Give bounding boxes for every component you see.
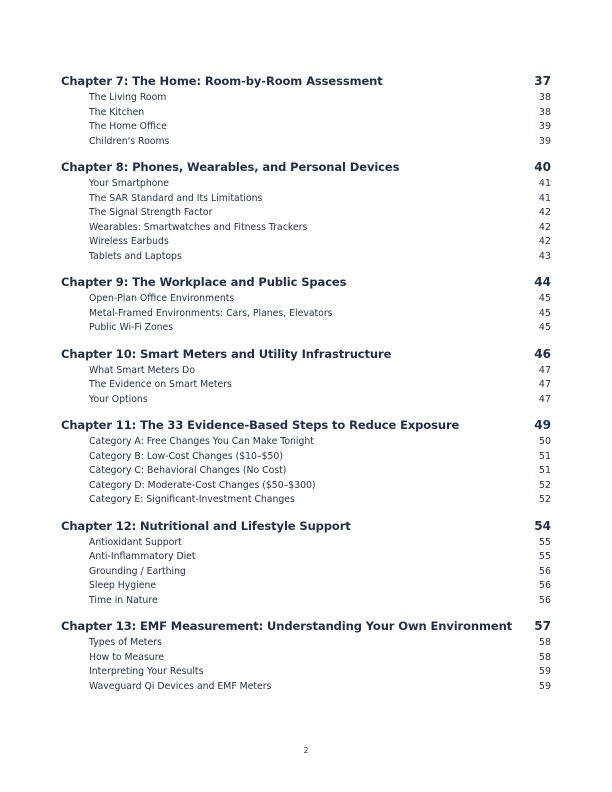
toc-section-entry[interactable] xyxy=(61,307,551,322)
chapter-heading[interactable] xyxy=(61,347,551,362)
toc-section-entry[interactable] xyxy=(61,235,551,250)
section-title: Grounding / Earthing xyxy=(89,565,186,577)
section-page-number: 41 xyxy=(538,192,551,204)
toc-section-entry[interactable] xyxy=(61,393,551,408)
section-title: The Evidence on Smart Meters xyxy=(89,379,232,390)
toc-section-entry[interactable] xyxy=(61,206,551,221)
section-page-number: 39 xyxy=(538,135,551,147)
section-page-number: 58 xyxy=(538,651,551,663)
section-title: The Kitchen xyxy=(89,106,145,118)
section-title: The Living Room xyxy=(89,92,167,103)
section-page-number: 39 xyxy=(538,121,551,132)
section-page-number: 51 xyxy=(538,465,551,476)
section-title: Antioxidant Support xyxy=(89,536,182,548)
section-title: Your Options xyxy=(89,393,148,405)
section-title: Interpreting Your Results xyxy=(89,666,204,677)
section-page-number: 42 xyxy=(538,207,551,218)
section-title: Category E: Significant-Investment Changes xyxy=(89,494,295,505)
toc-section-entry[interactable] xyxy=(61,91,551,106)
chapter-page-number: 37 xyxy=(534,74,551,88)
section-page-number: 56 xyxy=(538,594,551,606)
chapter-title: Chapter 7: The Home: Room-by-Room Assessment xyxy=(61,74,383,88)
chapter-heading[interactable] xyxy=(61,74,551,89)
toc-section-entry[interactable] xyxy=(61,221,551,236)
chapter-heading[interactable] xyxy=(61,275,551,290)
toc-section-entry[interactable] xyxy=(61,479,551,494)
section-page-number: 59 xyxy=(538,680,551,692)
section-title: Anti-Inflammatory Diet xyxy=(89,551,196,562)
chapter-page-number: 40 xyxy=(534,160,551,174)
toc-section-entry[interactable] xyxy=(61,106,551,121)
toc-section-entry[interactable] xyxy=(61,579,551,594)
section-title: The Home Office xyxy=(89,121,167,132)
section-title: The SAR Standard and Its Limitations xyxy=(89,192,263,204)
toc-chapter xyxy=(61,74,551,149)
section-title: Wearables: Smartwatches and Fitness Trackers xyxy=(89,221,308,233)
chapter-page-number: 49 xyxy=(534,418,551,432)
toc-section-entry[interactable] xyxy=(61,135,551,150)
chapter-title: Chapter 12: Nutritional and Lifestyle Support xyxy=(61,518,351,533)
section-title: Time in Nature xyxy=(89,594,158,606)
section-page-number: 52 xyxy=(538,479,551,491)
toc-section-entry[interactable] xyxy=(61,177,551,192)
section-title: Public Wi-Fi Zones xyxy=(89,322,174,333)
section-page-number: 42 xyxy=(538,236,551,247)
section-title: Category B: Low-Cost Changes ($10–$50) xyxy=(89,450,283,462)
section-page-number: 47 xyxy=(538,379,551,390)
section-title: Types of Meters xyxy=(89,637,162,648)
toc-chapter xyxy=(61,519,551,609)
chapter-page-number: 46 xyxy=(534,346,551,361)
section-title: What Smart Meters Do xyxy=(89,364,196,376)
chapter-title: Chapter 8: Phones, Wearables, and Personal Devices xyxy=(61,160,400,174)
page-number: 2 xyxy=(303,746,309,755)
toc-section-entry[interactable] xyxy=(61,493,551,508)
section-page-number: 55 xyxy=(538,551,551,562)
section-page-number: 43 xyxy=(538,250,551,262)
section-title: Waveguard Qi Devices and EMF Meters xyxy=(89,680,272,692)
section-page-number: 42 xyxy=(538,221,551,233)
chapter-title: Chapter 13: EMF Measurement: Understanding Your Own Environment xyxy=(61,619,513,633)
chapter-title: Chapter 10: Smart Meters and Utility Infrastructure xyxy=(61,346,392,361)
section-title: Tablets and Laptops xyxy=(89,250,182,262)
section-title: Category D: Moderate-Cost Changes ($50–$300) xyxy=(89,479,316,491)
chapter-title: Chapter 9: The Workplace and Public Spaces xyxy=(61,275,347,289)
toc-chapter xyxy=(61,347,551,408)
section-page-number: 59 xyxy=(538,666,551,677)
section-title: Open-Plan Office Environments xyxy=(89,293,235,304)
section-page-number: 58 xyxy=(538,637,551,648)
toc-section-entry[interactable] xyxy=(61,565,551,580)
section-page-number: 55 xyxy=(538,536,551,548)
section-page-number: 47 xyxy=(538,393,551,405)
section-title: Your Smartphone xyxy=(89,178,170,189)
section-page-number: 56 xyxy=(538,580,551,591)
toc-section-entry[interactable] xyxy=(61,321,551,336)
chapter-page-number: 57 xyxy=(534,619,551,633)
chapter-page-number: 54 xyxy=(534,518,551,533)
toc-section-entry[interactable] xyxy=(61,550,551,565)
toc-section-entry[interactable] xyxy=(61,435,551,450)
section-page-number: 51 xyxy=(538,450,551,462)
section-title: Sleep Hygiene xyxy=(89,580,157,591)
chapter-page-number: 44 xyxy=(534,275,551,289)
toc-chapter xyxy=(61,619,551,694)
section-title: Category A: Free Changes You Can Make Tonight xyxy=(89,436,314,447)
section-title: Wireless Earbuds xyxy=(89,236,169,247)
section-page-number: 38 xyxy=(538,92,551,103)
toc-section-entry[interactable] xyxy=(61,536,551,551)
section-title: The Signal Strength Factor xyxy=(89,207,213,218)
section-title: How to Measure xyxy=(89,651,165,663)
chapter-title: Chapter 11: The 33 Evidence-Based Steps to Reduce Exposure xyxy=(61,418,460,432)
section-page-number: 45 xyxy=(538,322,551,333)
toc-section-entry[interactable] xyxy=(61,120,551,135)
table-of-contents xyxy=(61,74,551,705)
section-page-number: 47 xyxy=(538,364,551,376)
chapter-heading[interactable] xyxy=(61,418,551,433)
toc-chapter xyxy=(61,418,551,508)
section-page-number: 52 xyxy=(538,494,551,505)
toc-section-entry[interactable] xyxy=(61,250,551,265)
toc-section-entry[interactable] xyxy=(61,364,551,379)
section-page-number: 45 xyxy=(538,293,551,304)
section-title: Metal-Framed Environments: Cars, Planes, Elevators xyxy=(89,307,333,319)
toc-section-entry[interactable] xyxy=(61,378,551,393)
section-page-number: 50 xyxy=(538,436,551,447)
toc-section-entry[interactable] xyxy=(61,665,551,680)
toc-section-entry[interactable] xyxy=(61,292,551,307)
chapter-heading[interactable] xyxy=(61,519,551,534)
section-title: Children's Rooms xyxy=(89,135,170,147)
section-page-number: 38 xyxy=(538,106,551,118)
toc-section-entry[interactable] xyxy=(61,464,551,479)
toc-chapter xyxy=(61,275,551,336)
toc-section-entry[interactable] xyxy=(61,680,551,695)
toc-section-entry[interactable] xyxy=(61,594,551,609)
section-page-number: 56 xyxy=(538,565,551,577)
chapter-heading[interactable] xyxy=(61,619,551,634)
toc-section-entry[interactable] xyxy=(61,450,551,465)
chapter-heading[interactable] xyxy=(61,160,551,175)
section-page-number: 45 xyxy=(538,307,551,319)
toc-chapter xyxy=(61,160,551,264)
section-page-number: 41 xyxy=(538,178,551,189)
section-title: Category C: Behavioral Changes (No Cost) xyxy=(89,465,287,476)
toc-section-entry[interactable] xyxy=(61,651,551,666)
toc-section-entry[interactable] xyxy=(61,192,551,207)
toc-section-entry[interactable] xyxy=(61,636,551,651)
